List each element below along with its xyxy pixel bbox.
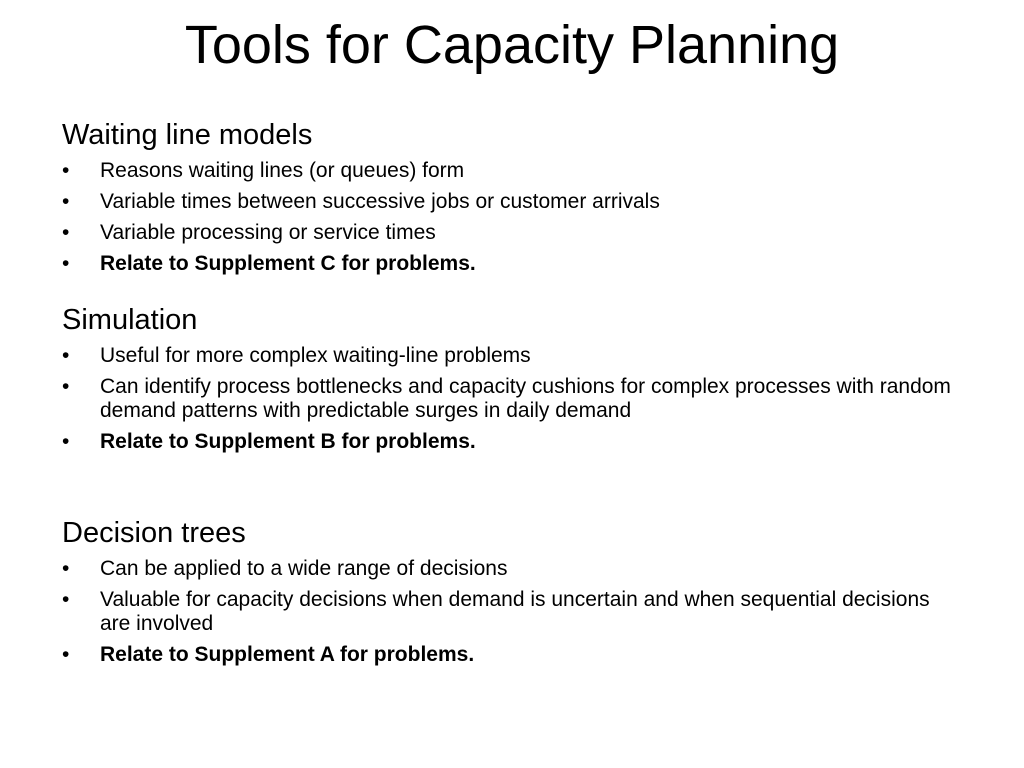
list-item [62, 588, 960, 636]
bullet-icon: • [62, 430, 70, 453]
list-item [62, 252, 960, 276]
bullet-icon: • [62, 159, 70, 182]
bullet-icon: • [62, 588, 70, 611]
section-heading: Waiting line models [62, 119, 313, 151]
list-item [62, 375, 960, 423]
bullet-list [62, 159, 962, 276]
section-heading: Simulation [62, 304, 198, 336]
bullet-list [62, 344, 962, 454]
list-item [62, 344, 960, 368]
bullet-icon: • [62, 190, 70, 213]
list-item [62, 643, 960, 667]
list-item-text: Variable processing or service times [100, 221, 436, 244]
slide-title: Tools for Capacity Planning [184, 15, 840, 75]
list-item-text: Can identify process bottlenecks and capacity cushions for complex processes with random demand patterns with predictable surges in daily demand [100, 375, 951, 422]
bullet-list [62, 557, 962, 667]
bullet-icon: • [62, 375, 70, 398]
list-item-text: Reasons waiting lines (or queues) form [100, 159, 465, 182]
bullet-icon: • [62, 252, 70, 275]
list-item [62, 221, 960, 245]
list-item-text: Can be applied to a wide range of decisions [100, 557, 508, 580]
list-item-text: Relate to Supplement B for problems. [100, 430, 476, 453]
list-item-text: Useful for more complex waiting-line problems [100, 344, 531, 367]
section-simulation [62, 303, 962, 454]
bullet-icon: • [62, 557, 70, 580]
bullet-icon: • [62, 643, 70, 666]
bullet-icon: • [62, 344, 70, 367]
bullet-icon: • [62, 221, 70, 244]
list-item-text: Variable times between successive jobs or customer arrivals [100, 190, 660, 213]
section-waiting-line-models [62, 118, 962, 276]
list-item [62, 430, 960, 454]
list-item [62, 557, 960, 581]
list-item-text: Relate to Supplement A for problems. [100, 643, 475, 666]
list-item-text: Relate to Supplement C for problems. [100, 252, 476, 275]
list-item [62, 190, 960, 214]
list-item-text: Valuable for capacity decisions when demand is uncertain and when sequential decisions are involved [100, 588, 930, 635]
section-decision-trees [62, 516, 962, 667]
section-heading: Decision trees [62, 517, 246, 549]
list-item [62, 159, 960, 183]
